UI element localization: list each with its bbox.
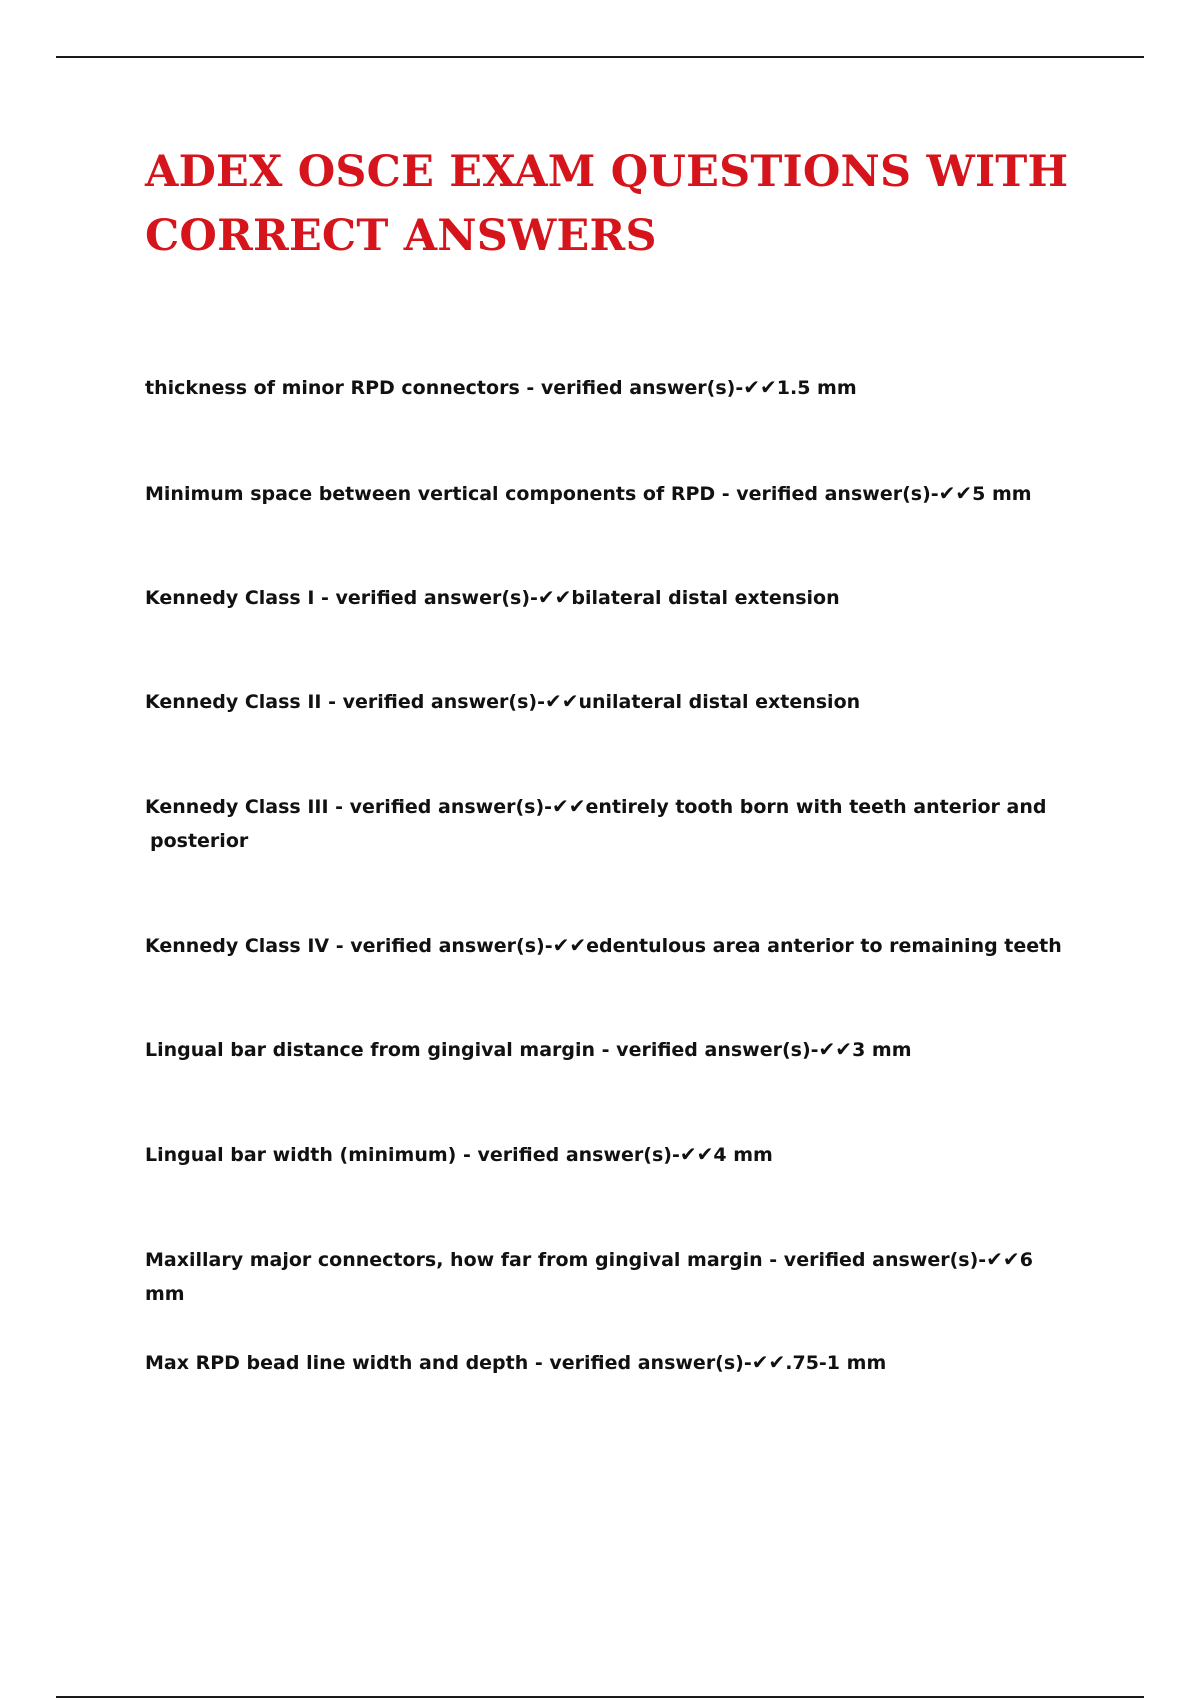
qa-item <box>145 1032 1065 1067</box>
verified-label: - verified answer(s)- <box>456 1144 680 1166</box>
qa-item <box>145 789 1065 858</box>
answer-text: 5 mm <box>972 483 1032 505</box>
verified-label: - verified answer(s)- <box>595 1039 819 1061</box>
verified-label: - verified answer(s)- <box>321 691 545 713</box>
bottom-rule <box>56 1696 1144 1698</box>
question-text: thickness of minor RPD connectors <box>145 377 520 399</box>
answer-text: unilateral distal extension <box>578 691 861 713</box>
answer-text: entirely tooth born with teeth anterior and <box>585 796 1047 818</box>
verified-label: - verified answer(s)- <box>314 587 538 609</box>
answer-text: 4 mm <box>713 1144 773 1166</box>
question-text: Kennedy Class III <box>145 796 329 818</box>
answer-text: bilateral distal extension <box>571 587 840 609</box>
verified-label: - verified answer(s)- <box>329 935 553 957</box>
qa-item <box>145 580 1065 615</box>
double-check-icon: ✔✔ <box>743 375 777 399</box>
double-check-icon: ✔✔ <box>751 1350 786 1374</box>
question-text: Kennedy Class IV <box>145 935 330 957</box>
answer-text: edentulous area anterior to remaining teeth <box>586 935 1062 957</box>
answer-text: 6 mm <box>145 1249 1033 1305</box>
verified-label: - verified answer(s)- <box>519 377 744 399</box>
verified-label: - verified answer(s)- <box>762 1249 987 1271</box>
question-text: Kennedy Class II <box>145 691 322 713</box>
question-text: Lingual bar distance from gingival margin <box>145 1039 596 1061</box>
question-text: Maxillary major connectors, how far from gingival margin <box>145 1249 763 1271</box>
double-check-icon: ✔✔ <box>679 1142 714 1166</box>
verified-label: - verified answer(s)- <box>715 483 939 505</box>
qa-item <box>145 1137 1065 1172</box>
double-check-icon: ✔✔ <box>986 1247 1020 1271</box>
double-check-icon: ✔✔ <box>552 794 586 818</box>
double-check-icon: ✔✔ <box>544 689 579 713</box>
verified-label: - verified answer(s)- <box>528 1352 752 1374</box>
qa-item <box>145 476 1065 511</box>
double-check-icon: ✔✔ <box>552 933 587 957</box>
question-text: Lingual bar width (minimum) <box>145 1144 457 1166</box>
double-check-icon: ✔✔ <box>537 585 572 609</box>
top-rule <box>56 56 1144 58</box>
answer-text: 1.5 mm <box>776 377 857 399</box>
document-title: ADEX OSCE EXAM QUESTIONS WITH CORRECT ANSWERS <box>145 147 1069 261</box>
verified-label: - verified answer(s)- <box>328 796 553 818</box>
question-text: Minimum space between vertical components of RPD <box>145 483 716 505</box>
double-check-icon: ✔✔ <box>938 481 973 505</box>
answer-text: .75-1 mm <box>785 1352 887 1374</box>
question-text: Max RPD bead line width and depth <box>145 1352 529 1374</box>
qa-item <box>145 928 1065 963</box>
answer-text-continued: posterior <box>150 830 249 852</box>
qa-item <box>145 684 1065 719</box>
double-check-icon: ✔✔ <box>818 1037 853 1061</box>
qa-item <box>145 1242 1065 1311</box>
qa-item <box>145 1345 1065 1380</box>
answer-text: 3 mm <box>852 1039 912 1061</box>
qa-item <box>145 370 1065 405</box>
question-text: Kennedy Class I <box>145 587 315 609</box>
